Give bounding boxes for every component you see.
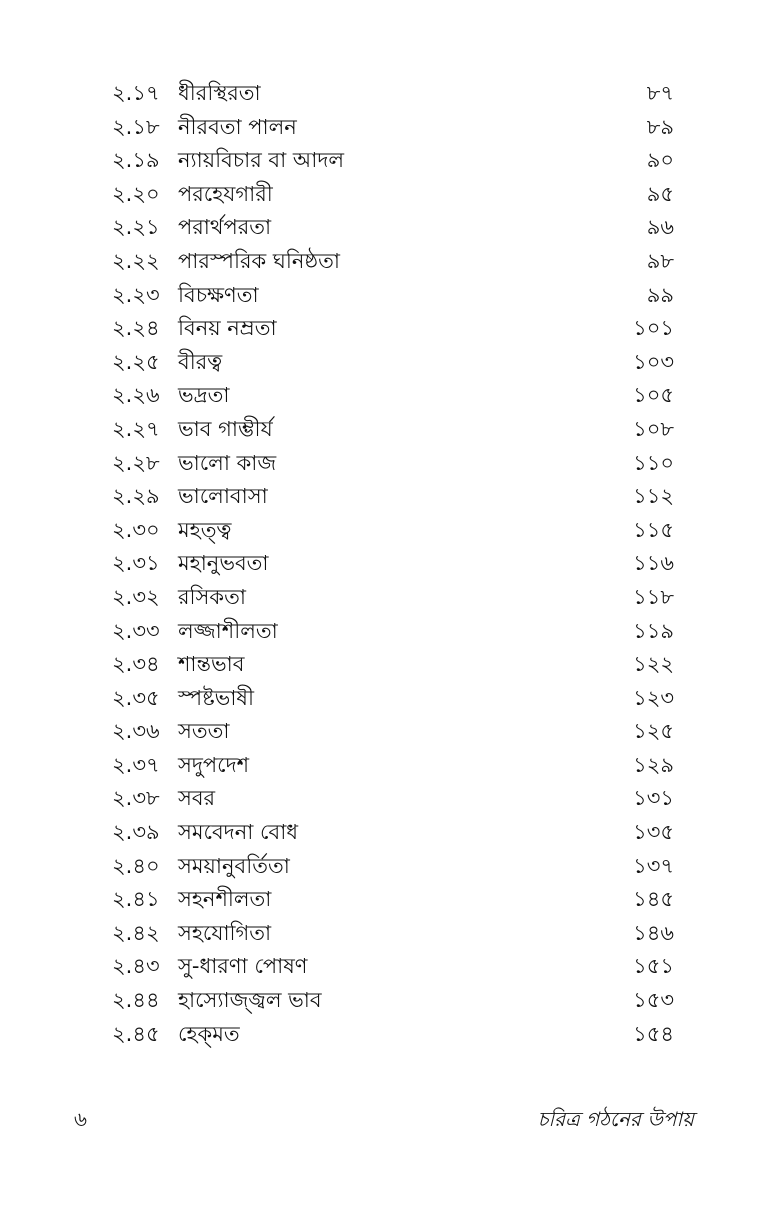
toc-entry-title: নীরবতা পালন xyxy=(178,114,297,139)
toc-entry-page: ১৩৫ xyxy=(633,820,674,845)
toc-entry-page: ১২২ xyxy=(633,652,674,677)
toc-entry xyxy=(0,715,774,749)
toc-entry-title: মহানুভবতা xyxy=(178,551,269,576)
toc-entry xyxy=(0,917,774,951)
toc-entry-title: ভালো কাজ xyxy=(178,450,277,475)
toc-entry xyxy=(0,346,774,380)
toc-entry-page: ১১৫ xyxy=(633,517,674,542)
toc-entry-number: ২.২৬ xyxy=(112,383,160,408)
toc-entry xyxy=(0,413,774,447)
toc-entry-title: পারস্পরিক ঘনিষ্ঠতা xyxy=(178,248,340,273)
toc-entry-title: রসিকতা xyxy=(178,584,246,609)
toc-entry-page: ১২৫ xyxy=(633,719,674,744)
toc-entry-number: ২.৩০ xyxy=(112,517,160,542)
toc-entry-number: ২.৪২ xyxy=(112,920,160,945)
toc-entry xyxy=(0,279,774,313)
toc-entry-number: ২.১৯ xyxy=(112,148,160,173)
toc-entry-number: ২.২৩ xyxy=(112,282,160,307)
toc-entry-page: ৯০ xyxy=(646,148,674,173)
toc-entry-page: ১১৬ xyxy=(633,551,674,576)
toc-entry-number: ২.৪৫ xyxy=(112,1021,160,1046)
toc-entry-title: সদুপদেশ xyxy=(178,752,250,777)
toc-entry-number: ২.৩২ xyxy=(112,584,160,609)
toc-entry-number: ২.৪৩ xyxy=(112,954,160,979)
toc-entry-title: সবর xyxy=(178,786,216,811)
toc-entry xyxy=(0,950,774,984)
toc-entry-number: ২.২৫ xyxy=(112,349,160,374)
toc-entry-number: ২.২৪ xyxy=(112,316,160,341)
toc-entry-title: হাস্যোজ্জ্বল ভাব xyxy=(178,988,322,1013)
toc-entry-number: ২.৩৪ xyxy=(112,652,160,677)
toc-entry-page: ১১৮ xyxy=(633,584,674,609)
toc-entry xyxy=(0,883,774,917)
toc-entry-page: ১১০ xyxy=(633,450,674,475)
toc-entry-page: ৯৬ xyxy=(646,215,674,240)
toc-entry-title: হেক্‌মত xyxy=(178,1021,240,1046)
toc-entry-title: সহযোগিতা xyxy=(178,920,272,945)
toc-entry-number: ২.২২ xyxy=(112,248,160,273)
toc-entry-number: ২.৩৭ xyxy=(112,752,160,777)
toc-entry-title: লজ্জাশীলতা xyxy=(178,618,278,643)
toc-entry-title: ভাব গাম্ভীর্য xyxy=(178,416,273,441)
toc-entry xyxy=(0,379,774,413)
toc-entry xyxy=(0,480,774,514)
toc-entry-title: ভালোবাসা xyxy=(178,484,268,509)
toc-entry-page: ১৫৩ xyxy=(633,988,674,1013)
toc-entry xyxy=(0,547,774,581)
toc-entry-title: শান্তভাব xyxy=(178,652,245,677)
toc-entry-page: ১০৫ xyxy=(633,383,674,408)
toc-entry-page: ১৩১ xyxy=(633,786,674,811)
toc-entry-number: ২.১৮ xyxy=(112,114,160,139)
toc-entry-page: ১৪৬ xyxy=(633,920,674,945)
toc-entry-number: ২.১৭ xyxy=(112,81,160,105)
toc-entry-title: বিনয় নম্রতা xyxy=(178,316,277,341)
toc-entry-number: ২.৪০ xyxy=(112,853,160,878)
toc-entry-number: ২.৩১ xyxy=(112,551,160,576)
toc-entry xyxy=(0,211,774,245)
toc-entry-page: ৯৫ xyxy=(646,181,674,206)
toc-entry xyxy=(0,648,774,682)
toc-entry-number: ২.২১ xyxy=(112,215,160,240)
toc-entry xyxy=(0,816,774,850)
toc-entry-title: ন্যায়বিচার বা আদল xyxy=(178,148,345,173)
toc-entry xyxy=(0,111,774,145)
toc-entry xyxy=(0,1018,774,1052)
toc-entry-number: ২.৪৪ xyxy=(112,988,160,1013)
toc-entry xyxy=(0,581,774,615)
toc-entry-page: ১৩৭ xyxy=(633,853,674,878)
toc-entry-title: সততা xyxy=(178,719,230,744)
toc-entry-title: সহনশীলতা xyxy=(178,887,272,912)
toc-entry-page: ১১২ xyxy=(633,484,674,509)
toc-entry-page: ১১৯ xyxy=(633,618,674,643)
toc-entry xyxy=(0,984,774,1018)
toc-entry-title: বিচক্ষণতা xyxy=(178,282,259,307)
toc-entry-title: সমবেদনা বোধ xyxy=(178,820,299,845)
toc-entry xyxy=(0,682,774,716)
toc-entry-page: ১২৯ xyxy=(633,752,674,777)
toc-entry-title: স্পষ্টভাষী xyxy=(178,685,254,710)
toc-entry-title: বীরত্ব xyxy=(178,349,223,374)
toc-entry xyxy=(0,782,774,816)
toc-entry xyxy=(0,144,774,178)
table-of-contents xyxy=(0,77,774,1051)
toc-entry-number: ২.২৭ xyxy=(112,416,160,441)
toc-entry-page: ১০৩ xyxy=(633,349,674,374)
toc-entry-page: ৮৭ xyxy=(646,81,674,105)
toc-entry-number: ২.৪১ xyxy=(112,887,160,912)
toc-entry-title: সময়ানুবর্তিতা xyxy=(178,853,290,878)
toc-entry xyxy=(0,850,774,884)
toc-entry-title: পরার্থপরতা xyxy=(178,215,272,240)
toc-entry-page: ১৫৪ xyxy=(633,1021,674,1046)
toc-entry xyxy=(0,447,774,481)
toc-entry-page: ৯৯ xyxy=(646,282,674,307)
toc-entry xyxy=(0,245,774,279)
toc-entry-page: ১০১ xyxy=(633,316,674,341)
toc-entry-page: ১০৮ xyxy=(633,416,674,441)
page-number: ৬ xyxy=(74,1107,88,1131)
toc-entry-number: ২.২৮ xyxy=(112,450,160,475)
toc-entry-number: ২.২৯ xyxy=(112,484,160,509)
toc-entry xyxy=(0,178,774,212)
toc-entry-number: ২.৩৮ xyxy=(112,786,160,811)
toc-entry-number: ২.৩৬ xyxy=(112,719,160,744)
toc-entry xyxy=(0,77,774,111)
toc-entry-page: ১২৩ xyxy=(633,685,674,710)
toc-entry xyxy=(0,749,774,783)
toc-entry-page: ৯৮ xyxy=(646,248,674,273)
toc-entry-number: ২.৩৫ xyxy=(112,685,160,710)
running-head: চরিত্র গঠনের উপায় xyxy=(537,1107,694,1131)
toc-entry-title: সু-ধারণা পোষণ xyxy=(178,954,308,979)
toc-entry xyxy=(0,514,774,548)
toc-entry-title: মহত্ত্ব xyxy=(178,517,232,542)
toc-entry xyxy=(0,615,774,649)
toc-entry-number: ২.৩৩ xyxy=(112,618,160,643)
toc-entry-number: ২.২০ xyxy=(112,181,160,206)
toc-entry-page: ১৫১ xyxy=(633,954,674,979)
toc-entry-title: ধীরস্থিরতা xyxy=(178,81,261,105)
toc-entry-title: ভদ্রতা xyxy=(178,383,230,408)
page-footer xyxy=(0,1102,774,1136)
toc-entry-number: ২.৩৯ xyxy=(112,820,160,845)
toc-entry-title: পরহেযগারী xyxy=(178,181,273,206)
toc-entry-page: ১৪৫ xyxy=(633,887,674,912)
toc-entry xyxy=(0,312,774,346)
toc-entry-page: ৮৯ xyxy=(646,114,674,139)
